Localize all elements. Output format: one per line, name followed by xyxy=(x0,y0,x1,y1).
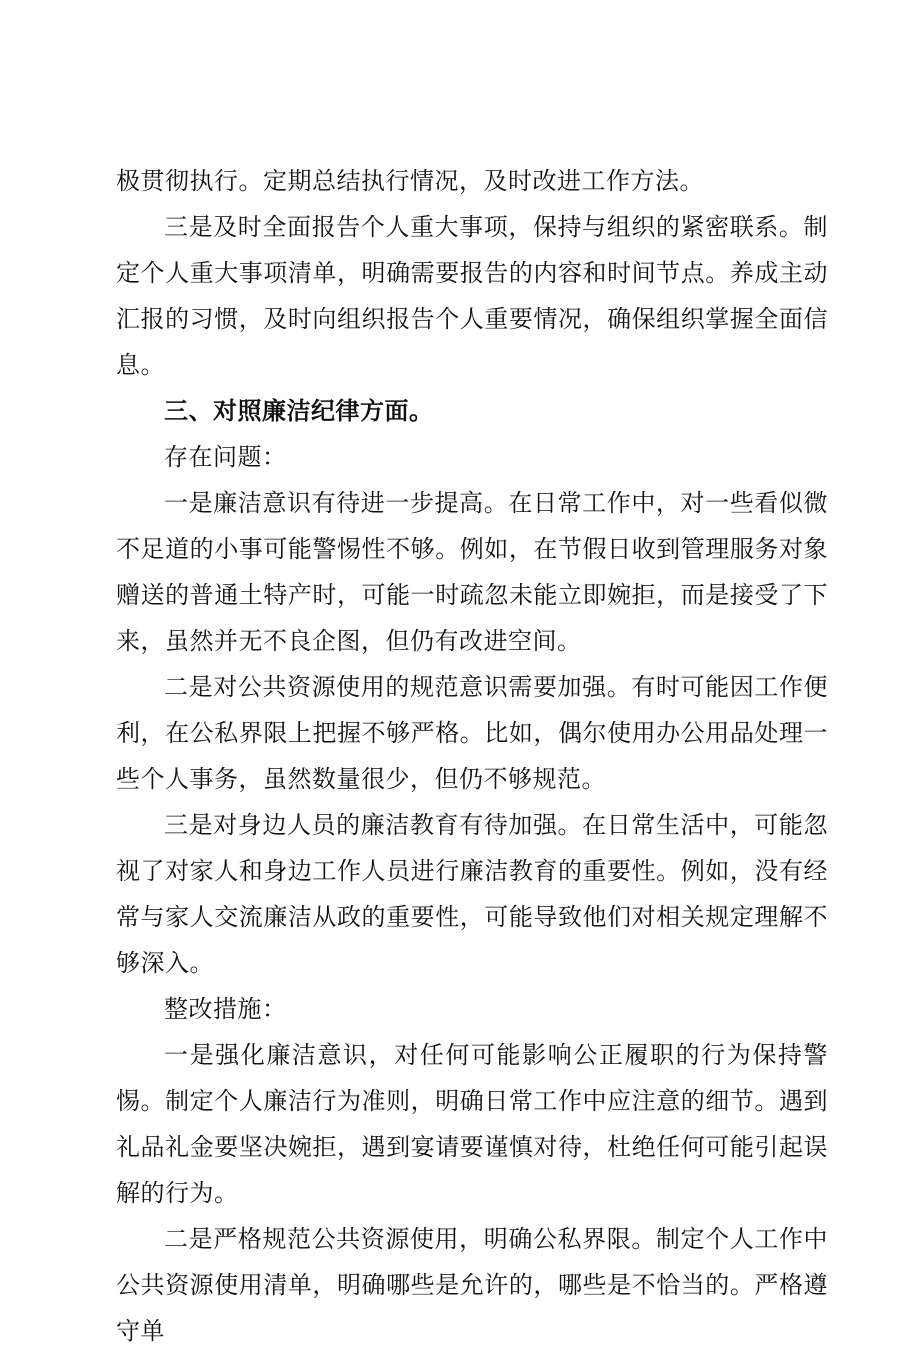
section-heading-integrity: 三、对照廉洁纪律方面。 xyxy=(164,397,434,425)
paragraph-measure-2: 二是严格规范公共资源使用，明确公私界限。制定个人工作中公共资源使用清单，明确哪些是允许的，哪些是不恰当的。严格遵守单 xyxy=(116,1225,828,1345)
subheading-problems: 存在问题： xyxy=(164,443,287,471)
paragraph-problem-3: 三是对身边人员的廉洁教育有待加强。在日常生活中，可能忽视了对家人和身边工作人员进行廉洁教育的重要性。例如，没有经常与家人交流廉洁从政的重要性，可能导致他们对相关规定理解不够深入。 xyxy=(116,811,828,977)
paragraph-problem-1: 一是廉洁意识有待进一步提高。在日常工作中，对一些看似微不足道的小事可能警惕性不够。例如，在节假日收到管理服务对象赠送的普通土特产时，可能一时疏忽未能立即婉拒，而是接受了下来，虽然并无不良企图，但仍有改进空间。 xyxy=(116,489,828,655)
paragraph-measure-1: 一是强化廉洁意识，对任何可能影响公正履职的行为保持警惕。制定个人廉洁行为准则，明确日常工作中应注意的细节。遇到礼品礼金要坚决婉拒，遇到宴请要谨慎对待，杜绝任何可能引起误解的行为。 xyxy=(116,1041,828,1207)
paragraph-problem-2: 二是对公共资源使用的规范意识需要加强。有时可能因工作便利，在公私界限上把握不够严格。比如，偶尔使用办公用品处理一些个人事务，虽然数量很少，但仍不够规范。 xyxy=(116,673,828,793)
document-page xyxy=(116,158,828,1354)
paragraph-report-matters: 三是及时全面报告个人重大事项，保持与组织的紧密联系。制定个人重大事项清单，明确需要报告的内容和时间节点。养成主动汇报的习惯，及时向组织报告个人重要情况，确保组织掌握全面信息。 xyxy=(116,213,828,379)
subheading-measures: 整改措施： xyxy=(164,995,287,1023)
paragraph-continuation: 极贯彻执行。定期总结执行情况，及时改进工作方法。 xyxy=(116,167,704,195)
